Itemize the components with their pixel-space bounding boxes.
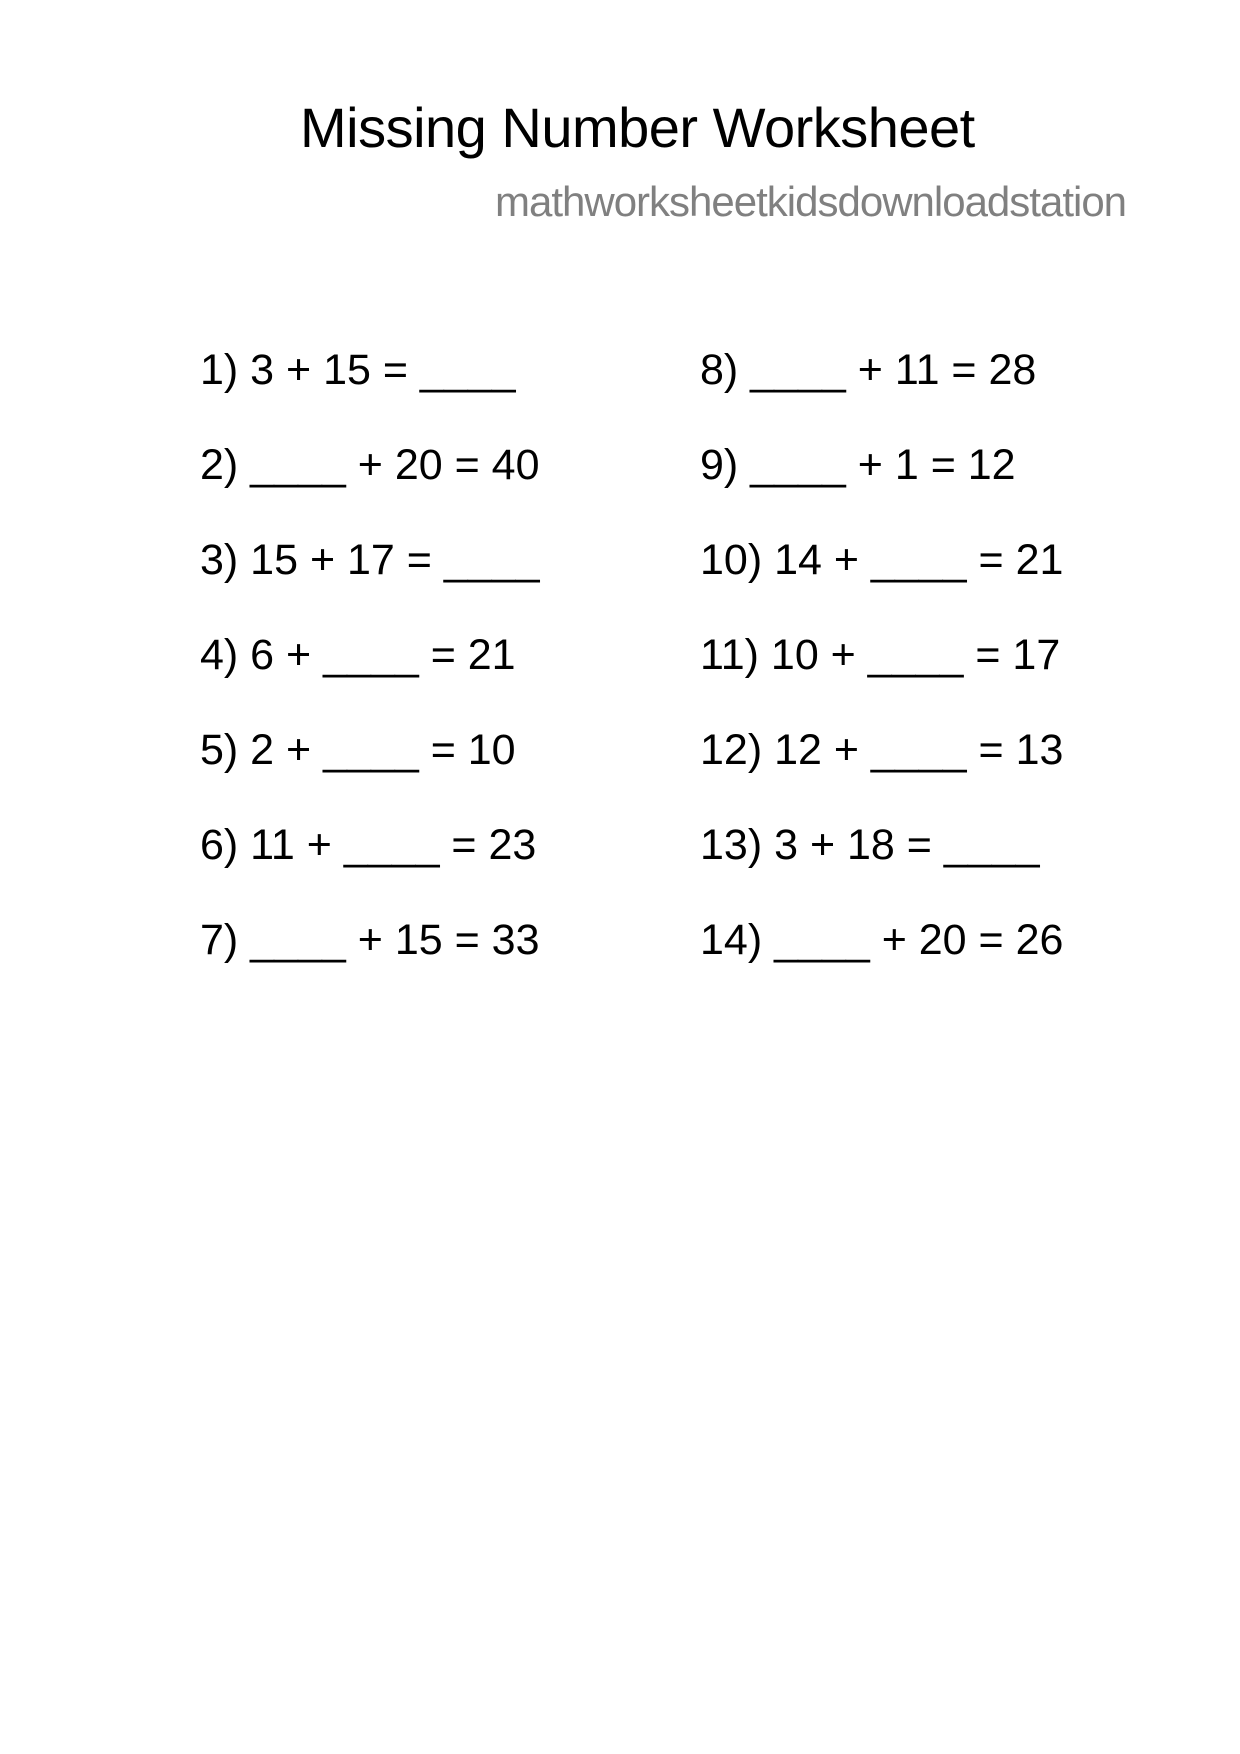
problem-14: 14) ____ + 20 = 26 [700, 916, 1064, 964]
problem-10: 10) 14 + ____ = 21 [700, 536, 1064, 584]
problem-8: 8) ____ + 11 = 28 [700, 346, 1037, 394]
problem-4: 4) 6 + ____ = 21 [200, 631, 516, 679]
problem-9: 9) ____ + 1 = 12 [700, 441, 1016, 489]
problem-11: 11) 10 + ____ = 17 [700, 631, 1061, 679]
problems-right-column [700, 345, 1063, 1010]
problems-left-column [200, 345, 540, 1010]
problem-5: 5) 2 + ____ = 10 [200, 726, 516, 774]
page-title: Missing Number Worksheet [300, 96, 975, 159]
problem-13: 13) 3 + 18 = ____ [700, 821, 1040, 869]
problem-2: 2) ____ + 20 = 40 [200, 441, 540, 489]
problem-7: 7) ____ + 15 = 33 [200, 916, 540, 964]
source-watermark: mathworksheetkidsdownloadstation [495, 178, 1127, 225]
problem-1: 1) 3 + 15 = ____ [200, 346, 516, 394]
problem-6: 6) 11 + ____ = 23 [200, 821, 537, 869]
problem-12: 12) 12 + ____ = 13 [700, 726, 1064, 774]
problem-3: 3) 15 + 17 = ____ [200, 536, 540, 584]
